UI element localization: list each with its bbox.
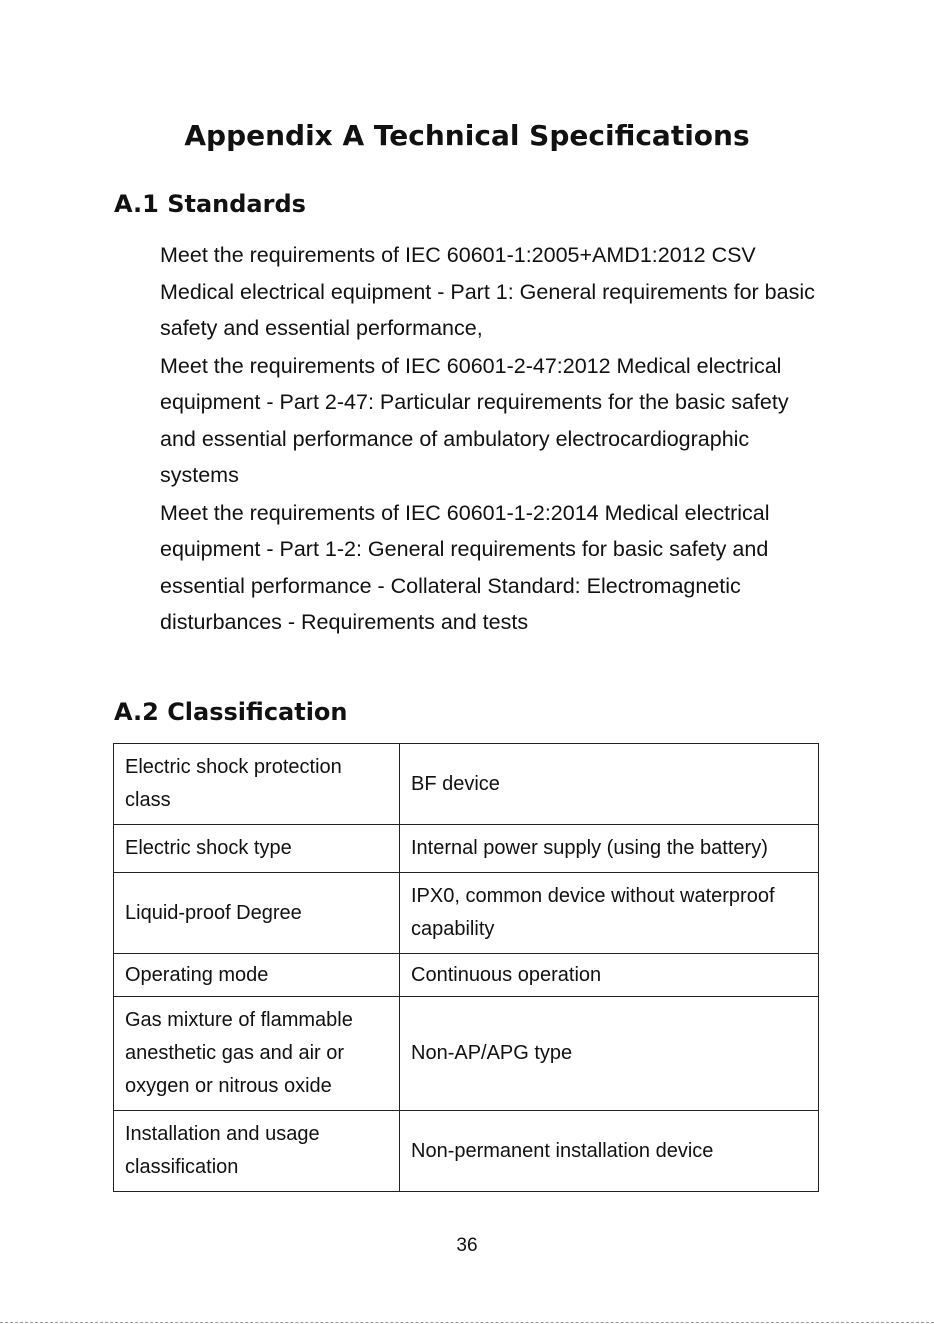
standard-paragraph: Meet the requirements of IEC 60601-2-47:2012 Medical electrical equipment - Part 2-47: Particular requirements for the basic safety and essential performance of ambulatory electrocardiographic systems [160, 353, 789, 487]
table-cell-value: Non-permanent installation device [400, 1111, 819, 1192]
table-row [114, 873, 819, 954]
table-row [114, 997, 819, 1111]
section-heading-classification: A.2 Classification [114, 698, 348, 726]
section-heading-standards: A.1 Standards [114, 190, 306, 218]
page-title: Appendix A Technical Specifications [184, 119, 750, 152]
standard-paragraph: Meet the requirements of IEC 60601-1-2:2014 Medical electrical equipment - Part 1-2: General requirements for basic safety and essential performance - Collateral Standard: Electromagnetic disturbances - Requirements and tests [160, 500, 770, 634]
table-cell-value: IPX0, common device without waterproof capability [400, 873, 819, 954]
table-cell-label: Electric shock protection class [114, 744, 400, 825]
table-cell-label: Electric shock type [114, 825, 400, 873]
standard-paragraph: Meet the requirements of IEC 60601-1:2005+AMD1:2012 CSV Medical electrical equipment - Part 1: General requirements for basic safety and essential performance, [160, 243, 815, 340]
table-cell-label: Gas mixture of flammable anesthetic gas and air or oxygen or nitrous oxide [114, 997, 400, 1111]
classification-table [113, 743, 819, 1192]
table-row [114, 744, 819, 825]
table-cell-value: BF device [400, 744, 819, 825]
table-cell-value: Internal power supply (using the battery) [400, 825, 819, 873]
page-number: 36 [456, 1235, 478, 1256]
table-cell-label: Liquid-proof Degree [114, 873, 400, 954]
standards-paragraphs [160, 237, 820, 642]
bottom-divider [0, 1322, 934, 1323]
table-cell-label: Operating mode [114, 954, 400, 997]
table-cell-value: Non-AP/APG type [400, 997, 819, 1111]
table-row [114, 954, 819, 997]
table-row [114, 1111, 819, 1192]
table-row [114, 825, 819, 873]
table-cell-value: Continuous operation [400, 954, 819, 997]
table-cell-label: Installation and usage classification [114, 1111, 400, 1192]
